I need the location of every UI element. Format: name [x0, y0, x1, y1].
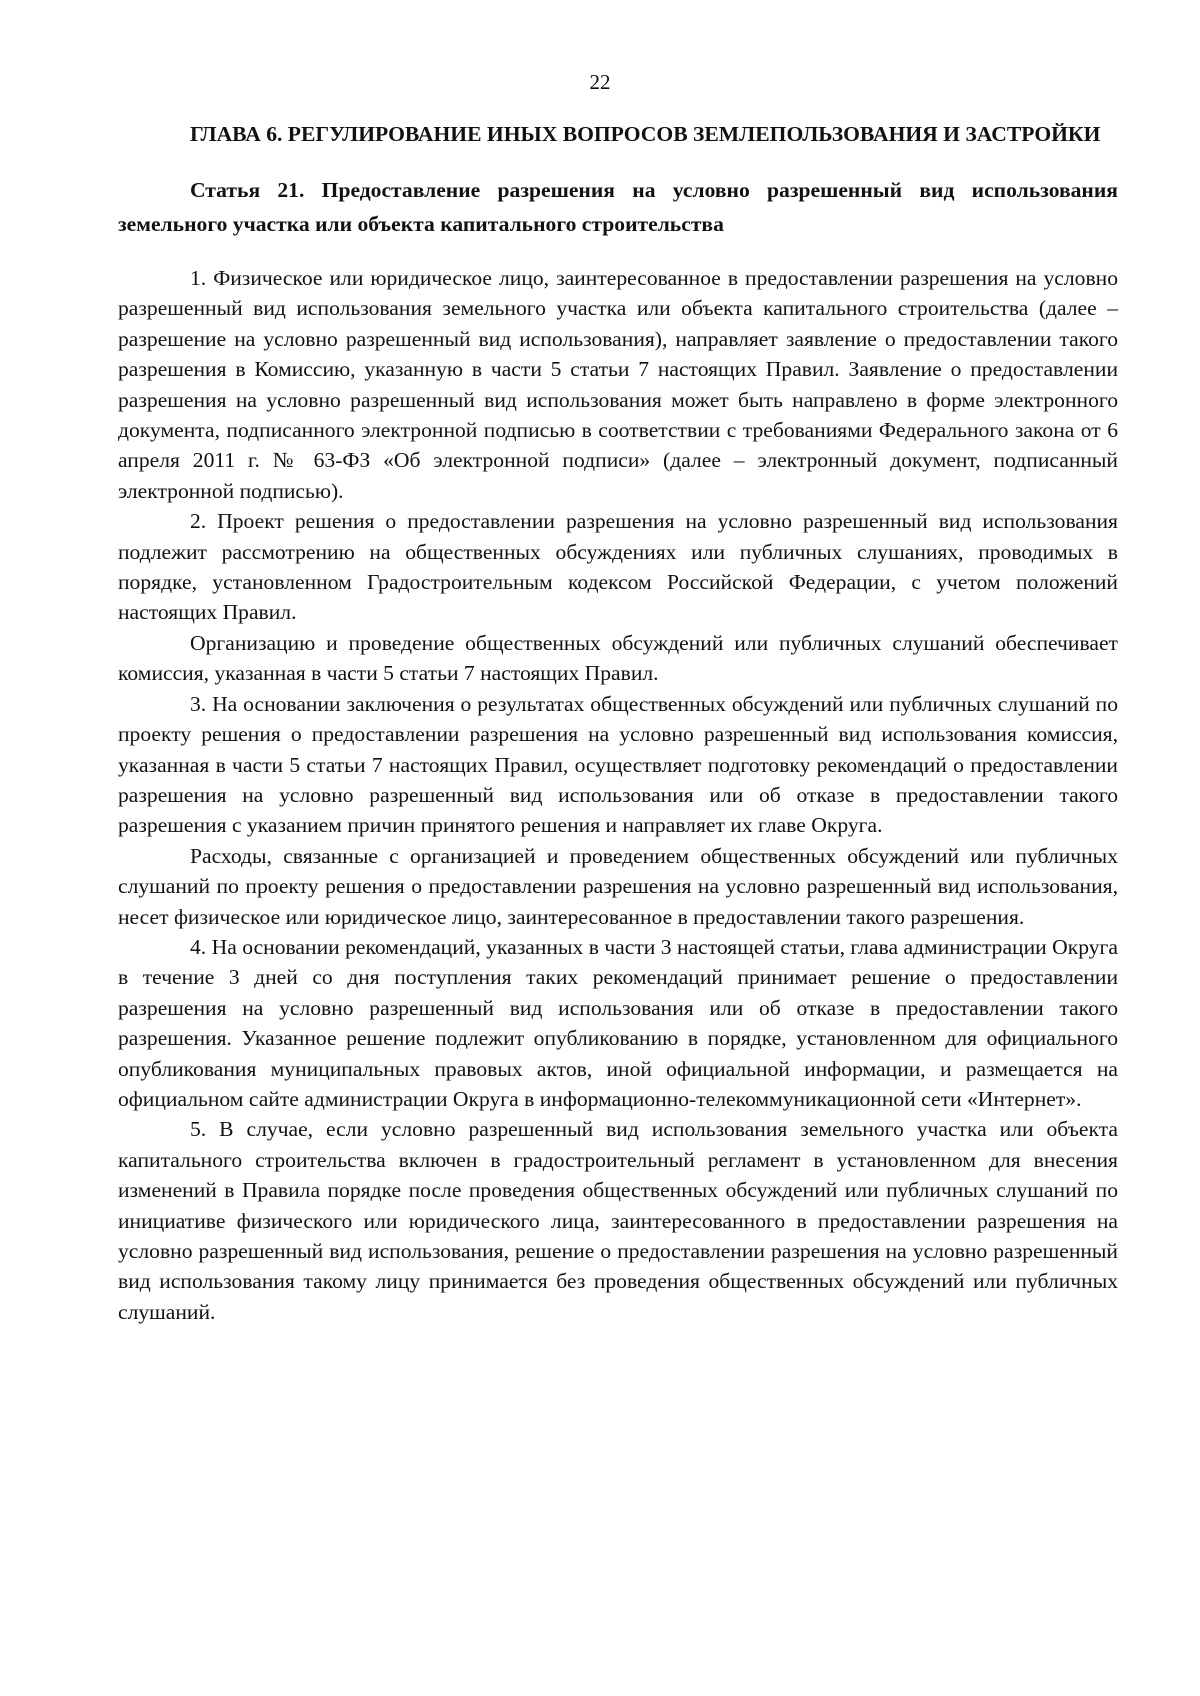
article-title: Статья 21. Предоставление разрешения на условно разрешенный вид использования земельного участка или объекта капитального строительства — [118, 178, 1118, 236]
paragraph-2: 2. Проект решения о предоставлении разрешения на условно разрешенный вид использования подлежит рассмотрению на общественных обсуждениях или публичных слушаниях, проводимых в порядке, установленном Градостроительным кодексом Российской Федерации, с учетом положений настоящих Правил. — [118, 509, 1118, 625]
paragraph-3: 3. На основании заключения о результатах общественных обсуждений или публичных слушаний по проекту решения о предоставлении разрешения на условно разрешенный вид использования комиссия, указанная в части 5 статьи 7 настоящих Правил, осуществляет подготовку рекомендаций о предоставлении разрешения на условно разрешенный вид использования или об отказе в предоставлении такого разрешения с указанием причин принятого решения и направляет их главе Округа. — [118, 691, 1118, 838]
paragraph-4: 4. На основании рекомендаций, указанных в части 3 настоящей статьи, глава администрации Округа в течение 3 дней со дня поступления таких рекомендаций принимает решение о предоставлении разрешения на условно разрешенный вид использования или об отказе в предоставлении такого разрешения. Указанное решение подлежит опубликованию в порядке, установленном для официального опубликования муниципальных правовых актов, иной официальной информации, и размещается на официальном сайте администрации Округа в информационно-телекоммуникационной сети «Интернет». — [118, 934, 1118, 1111]
page-number: 22 — [589, 70, 611, 94]
paragraph-1: 1. Физическое или юридическое лицо, заинтересованное в предоставлении разрешения на условно разрешенный вид использования земельного участка или объекта капитального строительства (далее – разрешение на условно разрешенный вид использования), направляет заявление о предоставлении такого разрешения в Комиссию, указанную в части 5 статьи 7 настоящих Правил. Заявление о предоставлении разрешения на условно разрешенный вид использования может быть направлено в форме электронного документа, подписанного электронной подписью в соответствии с требованиями Федерального закона от 6 апреля 2011 г. № 63-ФЗ «Об электронной подписи» (далее – электронный документ, подписанный электронной подписью). — [118, 266, 1118, 503]
paragraph-2-continued: Организацию и проведение общественных обсуждений или публичных слушаний обеспечивает комиссия, указанная в части 5 статьи 7 настоящих Правил. — [118, 630, 1118, 686]
paragraph-3-continued: Расходы, связанные с организацией и проведением общественных обсуждений или публичных слушаний по проекту решения о предоставлении разрешения на условно разрешенный вид использования, несет физическое или юридическое лицо, заинтересованное в предоставлении такого разрешения. — [118, 843, 1118, 929]
paragraph-5: 5. В случае, если условно разрешенный вид использования земельного участка или объекта капитального строительства включен в градостроительный регламент в установленном для внесения изменений в Правила порядке после проведения общественных обсуждений или публичных слушаний по инициативе физического или юридического лица, заинтересованного в предоставлении разрешения на условно разрешенный вид использования, решение о предоставлении разрешения на условно разрешенный вид использования такому лицу принимается без проведения общественных обсуждений или публичных слушаний. — [118, 1117, 1118, 1324]
document-body — [118, 118, 1118, 1327]
chapter-title: ГЛАВА 6. РЕГУЛИРОВАНИЕ ИНЫХ ВОПРОСОВ ЗЕМЛЕПОЛЬЗОВАНИЯ И ЗАСТРОЙКИ — [190, 122, 1101, 146]
